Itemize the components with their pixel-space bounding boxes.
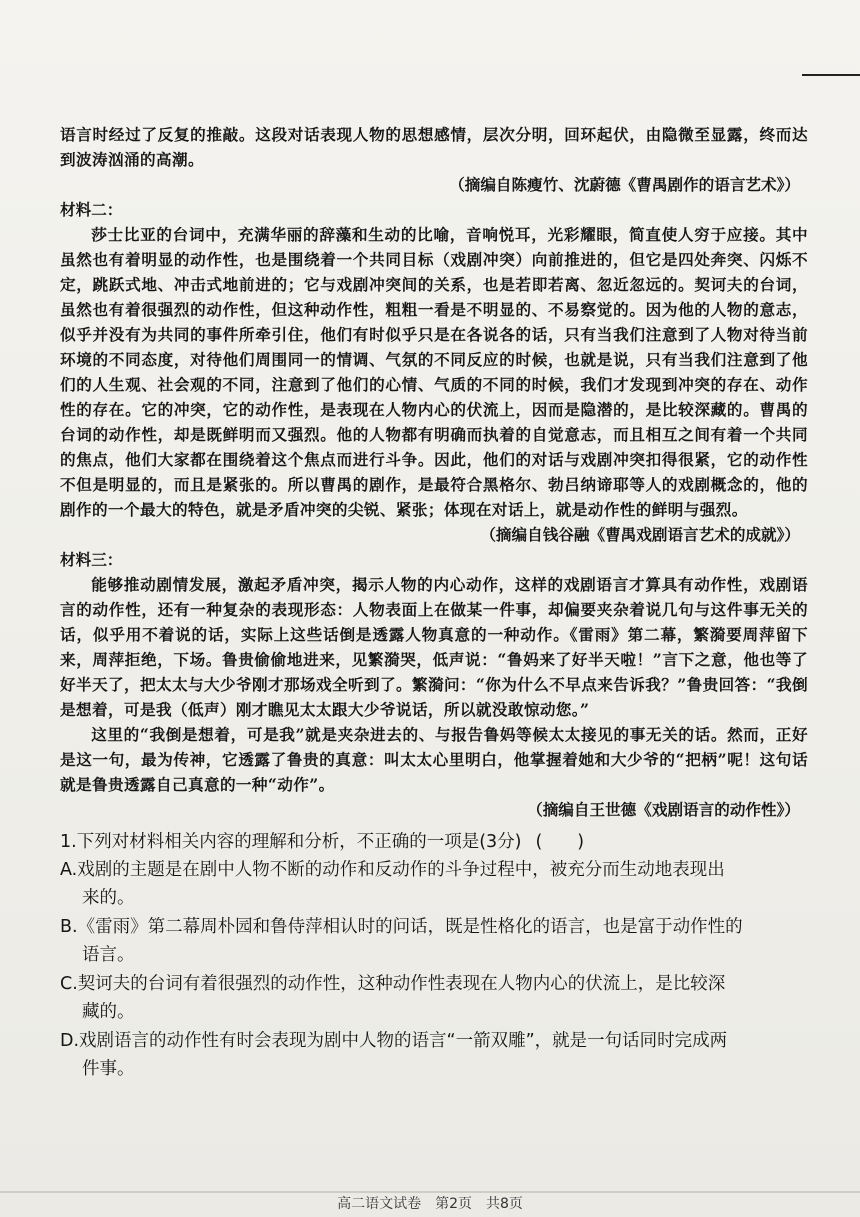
page-content [60,122,808,1084]
option-a-line-2: 来的。 [82,888,135,908]
page-footer: 高二语文试卷 第2页 共8页 [0,1191,860,1217]
option-d[interactable] [60,1027,808,1083]
option-d-line-1: D.戏剧语言的动作性有时会表现为剧中人物的语言“一箭双雕”，就是一句话同时完成两 [60,1031,728,1051]
option-b-line-2: 语言。 [82,945,135,965]
material-3-heading: 材料三： [60,550,123,569]
intro-paragraph: 语言时经过了反复的推敲。这段对话表现人物的思想感情，层次分明，回环起伏，由隐微至显露，终而达到波涛汹涌的高潮。 [60,125,808,169]
question-1-stem [60,828,808,856]
material-2-heading: 材料二： [60,200,123,219]
material-3-paragraph-2: 这里的“我倒是想着，可是我”就是夹杂进去的、与报告鲁妈等候太太接见的事无关的话。然而，正好是这一句，最为传神，它透露了鲁贵的真意：叫太太心里明白，他掌握着她和大少爷的“把柄”呢！这句话就是鲁贵透露自己真意的一种“动作”。 [60,725,808,794]
source-citation-1: （摘编自陈瘦竹、沈蔚德《曹禺剧作的语言艺术》） [449,175,800,194]
option-b-line-1: B.《雷雨》第二幕周朴园和鲁侍萍相认时的问话，既是性格化的语言，也是富于动作性的 [60,917,743,937]
option-a[interactable] [60,856,808,912]
question-1 [60,828,808,1083]
option-d-line-2: 件事。 [82,1059,135,1079]
source-citation-2: （摘编自钱谷融《曹禺戏剧语言艺术的成就》） [480,525,800,544]
top-right-rule [802,74,860,76]
answer-blank[interactable]: ( ) [535,832,585,852]
option-c[interactable] [60,970,808,1026]
option-c-line-1: C.契诃夫的台词有着很强烈的动作性，这种动作性表现在人物内心的伏流上，是比较深 [60,974,726,994]
material-3-paragraph-1: 能够推动剧情发展，激起矛盾冲突，揭示人物的内心动作，这样的戏剧语言才算具有动作性，戏剧语言的动作性，还有一种复杂的表现形态：人物表面上在做某一件事，却偏要夹杂着说几句与这件事无关的话，似乎用不着说的话，实际上这些话倒是透露人物真意的一种动作。《雷雨》第二幕，繁漪要周萍留下来，周萍拒绝，下场。鲁贵偷偷地进来，见繁漪哭，低声说：“鲁妈来了好半天啦！”言下之意，他也等了好半天了，把太太与大少爷刚才那场戏全听到了。繁漪问：“你为什么不早点来告诉我？”鲁贵回答：“我倒是想着，可是我（低声）刚才瞧见太太跟大少爷说话，所以就没敢惊动您。” [60,575,808,719]
material-2-paragraph: 莎士比亚的台词中，充满华丽的辞藻和生动的比喻，音响悦耳，光彩耀眼，简直使人穷于应接。其中虽然也有着明显的动作性，也是围绕着一个共同目标（戏剧冲突）向前推进的，但它是四处奔突、闪烁不定，跳跃式地、冲击式地前进的；它与戏剧冲突间的关系，也是若即若离、忽近忽远的。契诃夫的台词，虽然也有着很强烈的动作性，但这种动作性，粗粗一看是不明显的、不易察觉的。因为他的人物的意志，似乎并没有为共同的事件所牵引住，他们有时似乎只是在各说各的话，只有当我们注意到了人物对待当前环境的不同态度，对待他们周围同一的情调、气氛的不同反应的时候，也就是说，只有当我们注意到了他们的人生观、社会观的不同，注意到了他们的心情、气质的不同的时候，我们才发现到冲突的存在、动作性的存在。它的冲突，它的动作性，是表现在人物内心的伏流上，因而是隐潜的，是比较深藏的。曹禺的台词的动作性，却是既鲜明而又强烈。他的人物都有明确而执着的自觉意志，而且相互之间有着一个共同的焦点，他们大家都在围绕着这个焦点而进行斗争。因此，他们的对话与戏剧冲突扣得很紧，它的动作性不但是明显的，而且是紧张的。所以曹禺的剧作，是最符合黑格尔、勃吕纳谛耶等人的戏剧概念的，他的剧作的一个最大的特色，就是矛盾冲突的尖锐、紧张；体现在对话上，就是动作性的鲜明与强烈。 [60,225,808,519]
option-c-line-2: 藏的。 [82,1002,135,1022]
option-b[interactable] [60,913,808,969]
question-1-stem-text: 1.下列对材料相关内容的理解和分析，不正确的一项是(3分) [60,832,522,852]
source-citation-3: （摘编自王世德《戏剧语言的动作性》） [527,800,800,819]
option-a-line-1: A.戏剧的主题是在剧中人物不断的动作和反动作的斗争过程中，被充分而生动地表现出 [60,860,725,880]
